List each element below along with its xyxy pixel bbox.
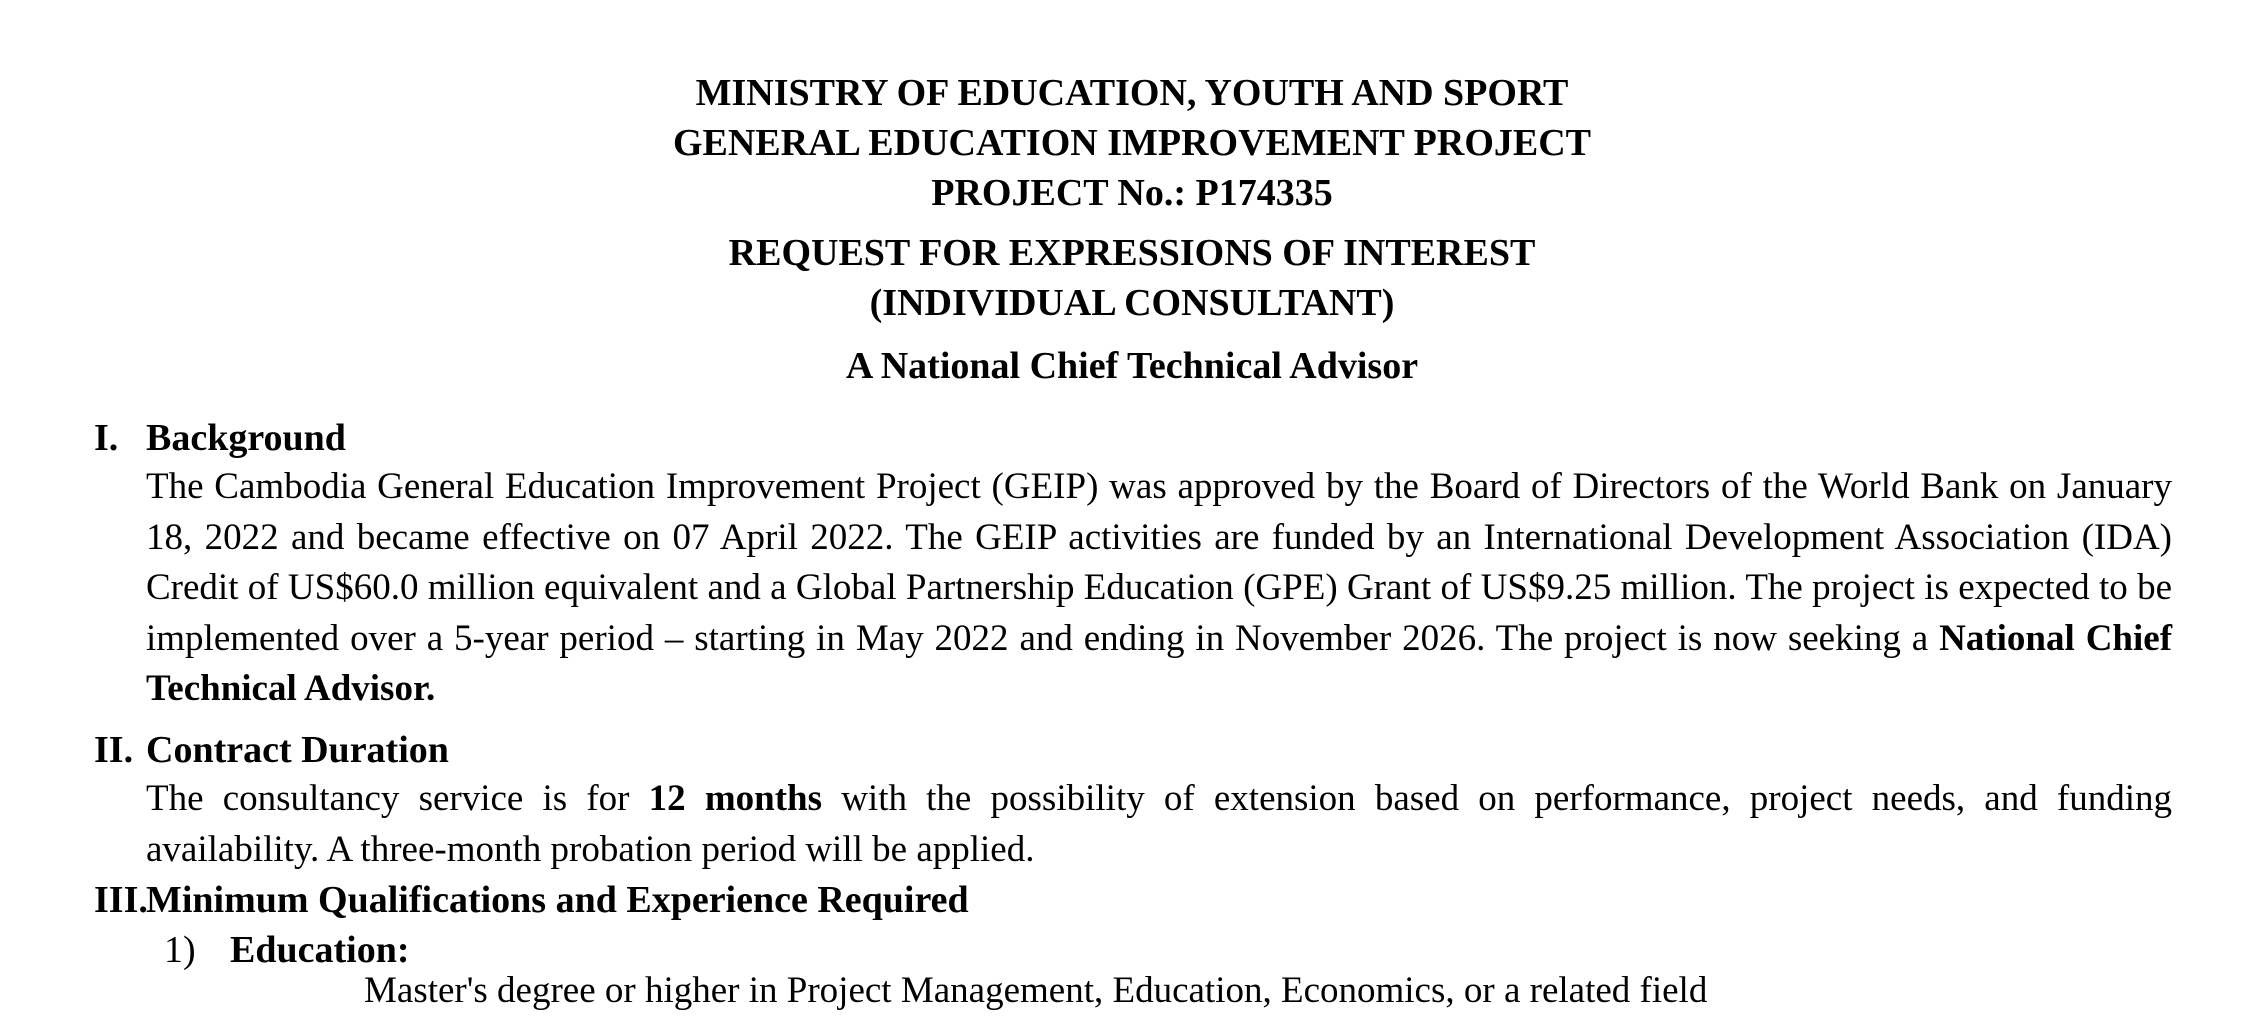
background-text: The Cambodia General Education Improvement Project (GEIP) was approved by the Board of Directors of the World Bank on January 18, 2022 and became effective on 07 April 2022. The GEIP activities are funded by an International Development Association (IDA) Credit of US$60.0 million equivalent and a Global Partnership Education (GPE) Grant of US$9.25 million. The project is expected to be implemented over a 5-year period – starting in May 2022 and ending in November 2026. The project is now seeking a [146, 466, 2172, 659]
position-title-heading: A National Chief Technical Advisor [845, 345, 1419, 387]
section-number-background: I. [94, 417, 119, 459]
project-number-heading: PROJECT No.: P174335 [931, 172, 1333, 214]
item-number-education: 1) [164, 929, 196, 971]
section-number-contract: II. [94, 729, 134, 771]
contract-text-end: with the possibility of extension based on performance, project needs, and funding availability. A three-month probation period will be applied. [146, 778, 2172, 870]
contract-bold-text: 12 months [648, 778, 823, 819]
contract-text-start: The consultancy service is for [146, 778, 649, 819]
project-name-heading: GENERAL EDUCATION IMPROVEMENT PROJECT [672, 122, 1592, 164]
section-title-qualifications: Minimum Qualifications and Experience Required [146, 879, 969, 921]
item-label-education: Education: [230, 929, 410, 971]
consultant-type-heading: (INDIVIDUAL CONSULTANT) [869, 282, 1395, 324]
request-heading: REQUEST FOR EXPRESSIONS OF INTEREST [728, 232, 1536, 274]
background-paragraph [146, 462, 2172, 715]
section-number-qualifications: III. [94, 879, 148, 921]
education-requirement-text: Master's degree or higher in Project Management, Education, Economics, or a related field [364, 970, 1708, 1011]
section-title-background: Background [146, 417, 346, 459]
contract-paragraph [146, 774, 2172, 875]
ministry-heading: MINISTRY OF EDUCATION, YOUTH AND SPORT [695, 72, 1569, 114]
section-title-contract: Contract Duration [146, 729, 449, 771]
background-bold-text: National Chief Technical Advisor. [146, 617, 2173, 709]
